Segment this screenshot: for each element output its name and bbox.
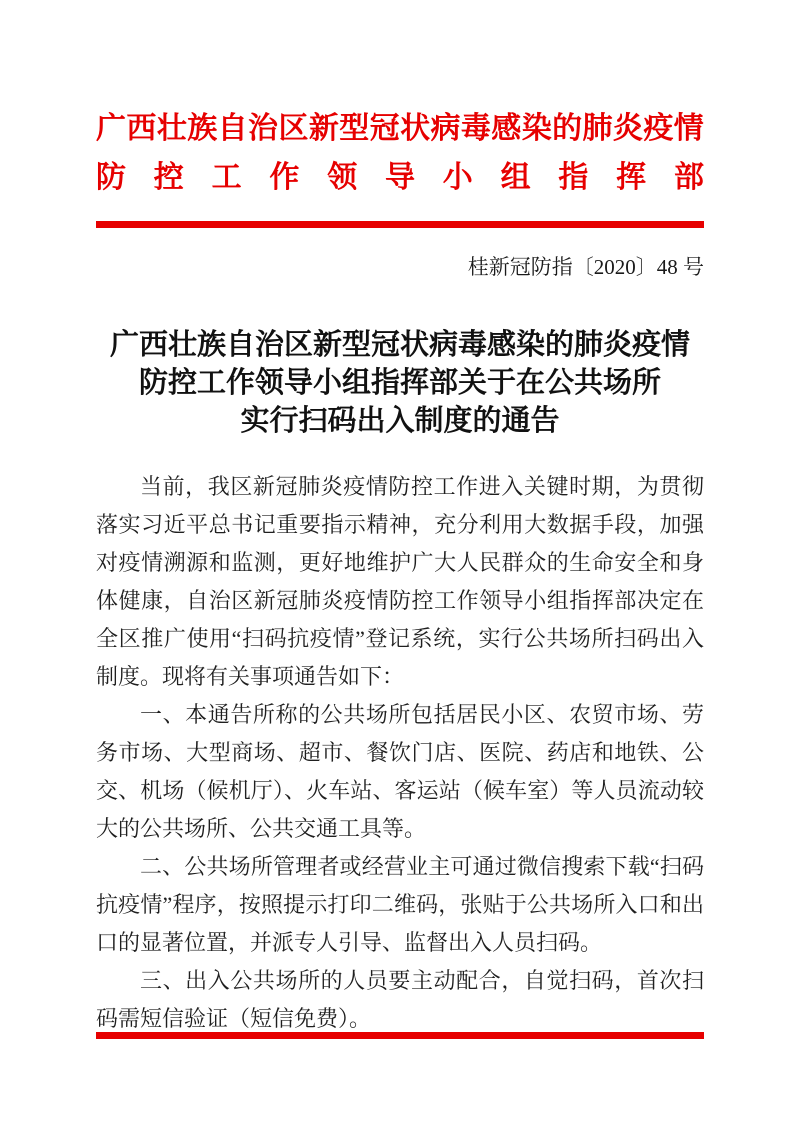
body-paragraph-item1: 一、本通告所称的公共场所包括居民小区、农贸市场、劳务市场、大型商场、超市、餐饮门店、医院、药店和地铁、公交、机场（候机厅）、火车站、客运站（候车室）等人员流动较大的公共场所、公共交通工具等。 [96,702,704,841]
notice-title-line1: 广西壮族自治区新型冠状病毒感染的肺炎疫情 [109,329,690,361]
notice-title-line2: 防控工作领导小组指挥部关于在公共场所 [138,367,661,399]
body-paragraph-item2: 二、公共场所管理者或经营业主可通过微信搜索下载“扫码抗疫情”程序，按照提示打印二维码，张贴于公共场所入口和出口的显著位置，并派专人引导、监督出入人员扫码。 [96,854,704,955]
notice-title-line3: 实行扫码出入制度的通告 [240,405,560,437]
header-separator-rule [96,221,704,228]
letterhead [96,104,704,202]
body-paragraph-item3: 三、出入公共场所的人员要主动配合，自觉扫码，首次扫码需短信验证（短信免费）。 [96,968,704,1031]
document-number: 桂新冠防指〔2020〕48 号 [467,255,704,279]
letterhead-org-name-line1: 广 西 壮 族 自 治 区 新 型 冠 状 病 毒 感 染 的 肺 炎 疫 情 [96,112,704,145]
notice-body [96,468,704,1038]
notice-title [96,326,704,440]
body-paragraph-intro: 当前，我区新冠肺炎疫情防控工作进入关键时期，为贯彻落实习近平总书记重要指示精神，充分利用大数据手段，加强对疫情溯源和监测，更好地维护广大人民群众的生命安全和身体健康，自治区新冠肺炎疫情防控工作领导小组指挥部决定在全区推广使用“扫码抗疫情”登记系统，实行公共场所扫码出入制度。现将有关事项通告如下： [96,474,704,689]
footer-separator-rule [96,1032,704,1039]
letterhead-org-name-line2: 防 控 工 作 领 导 小 组 指 挥 部 [96,161,704,194]
